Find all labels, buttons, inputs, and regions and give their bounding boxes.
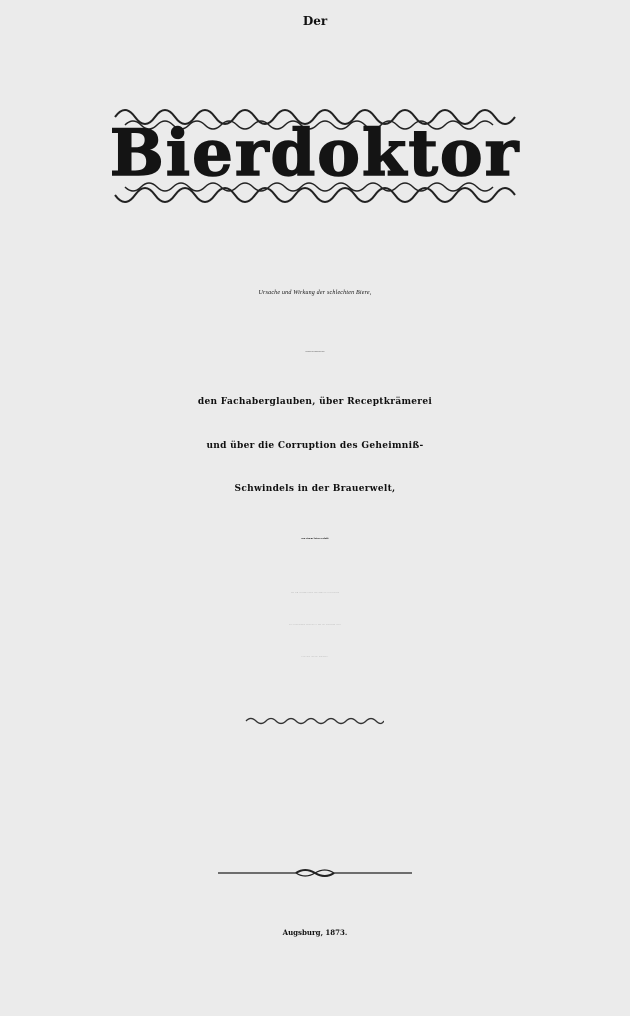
- dedication-line-2: der herrschenden Vorurtheile und zur Gründung einer: [289, 625, 341, 626]
- place-year: Augsburg, 1873.: [282, 928, 348, 937]
- subtitle-line-3: den Fachaberglauben, über Receptkrämerei: [197, 397, 433, 407]
- subtitle-line-5: Schwindels in der Brauerwelt,: [234, 484, 396, 494]
- title-article: Der: [302, 14, 328, 28]
- rule-divider: [216, 866, 414, 880]
- ornate-title: [95, 95, 535, 215]
- dedication-line-3: richtigen Ansicht gewidmet.: [301, 657, 329, 658]
- dedication-line-1: und dem consumirenden Publikum zur Beseitigung: [290, 593, 340, 594]
- wavy-divider: [244, 715, 384, 727]
- subtitle-line-4: und über die Corruption des Geheimniß-: [206, 441, 424, 451]
- title-text: Bierdoktor: [109, 116, 521, 191]
- title-ornament-block: [0, 95, 630, 215]
- subtitle-line-2: verbunden mit Enthüllungen über: [305, 352, 325, 353]
- author-line: von einem Laien verfaßt: [301, 538, 329, 540]
- subtitle-line-1: Ursache und Wirkung der schlechten Biere,: [258, 290, 372, 296]
